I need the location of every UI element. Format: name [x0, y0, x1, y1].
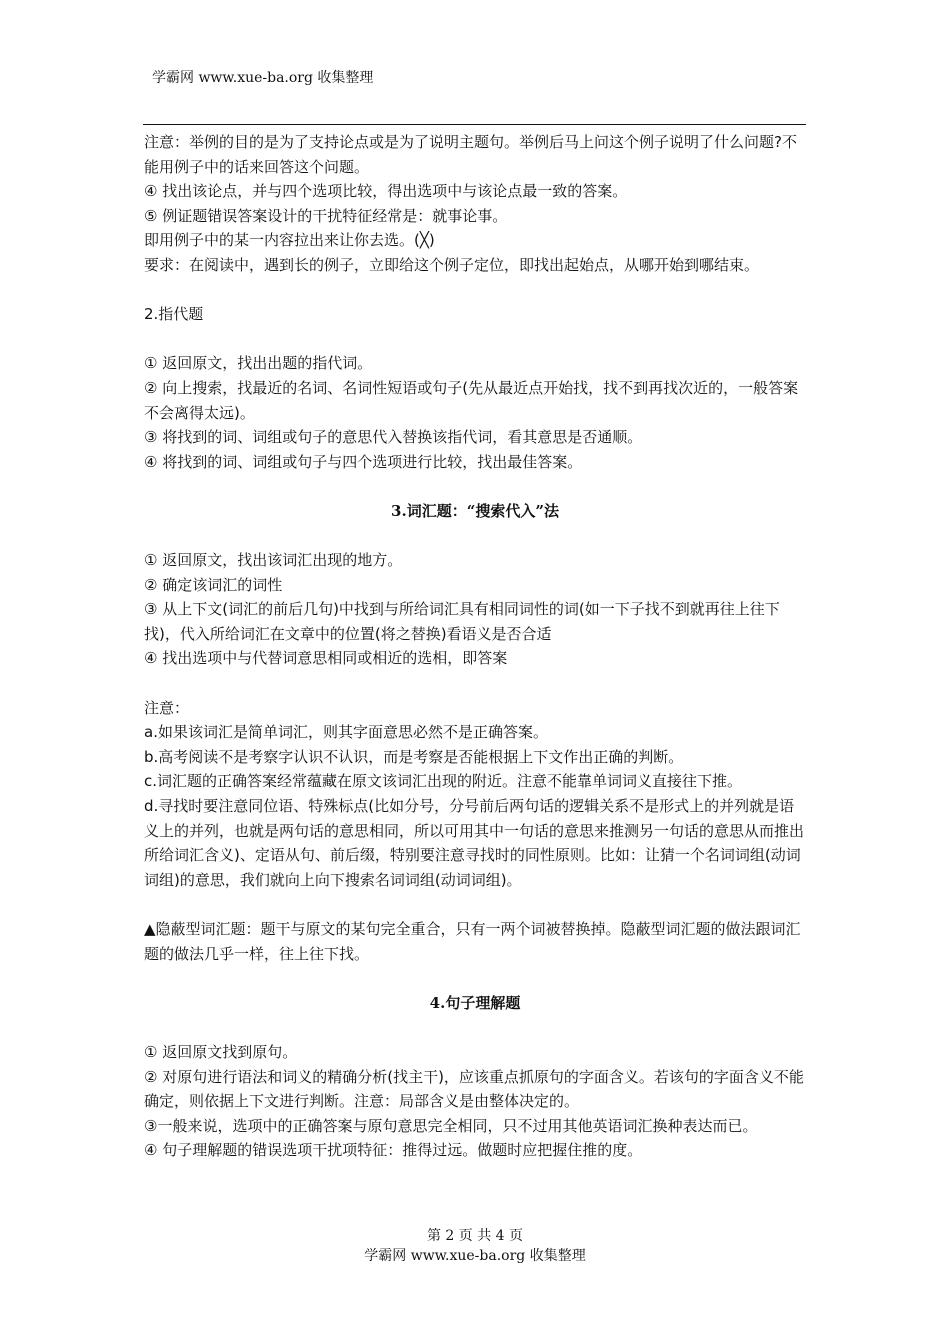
sentence-step-3: ③一般来说，选项中的正确答案与原句意思完全相同，只不过用其他英语词汇换种表达而已。	[144, 1116, 758, 1135]
header-divider	[143, 124, 806, 125]
section-heading-sentence: 4.句子理解题	[429, 993, 521, 1012]
header-source-label: 学霸网 www.xue-ba.org 收集整理	[152, 70, 374, 86]
note-b: b.高考阅读不是考察字认识不认识，而是考察是否能根据上下文作出正确的判断。	[144, 747, 684, 766]
pronoun-step-4: ④ 将找到的词、词组或句子与四个选项进行比较，找出最佳答案。	[144, 452, 583, 471]
section-heading-vocabulary: 3.词汇题：“搜索代入”法	[391, 501, 559, 520]
vocab-step-4: ④ 找出选项中与代替词意思相同或相近的选相，即答案	[144, 649, 508, 668]
vocab-step-2: ② 确定该词汇的词性	[144, 575, 283, 594]
hidden-vocab-note: ▲隐蔽型词汇题：题干与原文的某句完全重合，只有一两个词被替换掉。隐蔽型词汇题的做法跟词汇题的做法几乎一样，往上往下找。	[144, 920, 801, 963]
pronoun-step-2: ② 向上搜索，找最近的名词、名词性短语或句子(先从最近点开始找，找不到再找次近的，一般答案不会离得太远)。	[144, 378, 799, 422]
section-heading-pronoun: 2.指代题	[144, 305, 204, 324]
vocab-step-1: ① 返回原文，找出该词汇出现的地方。	[144, 551, 403, 570]
sentence-step-2: ② 对原句进行语法和词义的精确分析(找主干)，应该重点抓原句的字面含义。若该句的字面含义不能确定，则依据上下文进行判断。注意：局部含义是由整体决定的。	[144, 1067, 804, 1111]
paragraph-requirement: 要求：在阅读中，遇到长的例子，立即给这个例子定位，即找出起始点，从哪开始到哪结束。	[144, 255, 760, 274]
note-a: a.如果该词汇是简单词汇，则其字面意思必然不是正确答案。	[144, 723, 548, 742]
paragraph-step-4: ④ 找出该论点，并与四个选项比较，得出选项中与该论点最一致的答案。	[144, 182, 628, 201]
pronoun-step-1: ① 返回原文，找出出题的指代词。	[144, 354, 373, 373]
note-title: 注意：	[144, 698, 190, 717]
note-c: c.词汇题的正确答案经常蕴藏在原文该词汇出现的附近。注意不能靠单词词义直接往下推。	[144, 772, 743, 791]
footer-source-label: 学霸网 www.xue-ba.org 收集整理	[364, 1248, 586, 1264]
paragraph-note-example: 注意：举例的目的是为了支持论点或是为了说明主题句。举例后马上问这个例子说明了什么问题?不能用例子中的话来回答这个问题。	[144, 133, 797, 176]
sentence-step-1: ① 返回原文找到原句。	[144, 1042, 298, 1061]
paragraph-distractor-note: 即用例子中的某一内容拉出来让你去选。(╳)	[144, 231, 435, 250]
vocab-step-3: ③ 从上下文(词汇的前后几句)中找到与所给词汇具有相同词性的词(如一下子找不到就再往上往下找)，代入所给词汇在文章中的位置(将之替换)看语义是否合适	[144, 600, 780, 643]
paragraph-step-5: ⑤ 例证题错误答案设计的干扰特征经常是：就事论事。	[144, 206, 508, 225]
sentence-step-4: ④ 句子理解题的错误选项干扰项特征：推得过远。做题时应把握住推的度。	[144, 1141, 643, 1160]
document-body	[144, 130, 806, 1163]
note-d: d.寻找时要注意同位语、特殊标点(比如分号，分号前后两句话的逻辑关系不是形式上的并列就是语义上的并列，也就是两句话的意思相同，所以可用其中一句话的意思来推测另一句话的意思从而推出所给词汇含义)、定语从句、前后缀，特别要注意寻找时的同性原则。比如：让猜一个名词词组(动词词组)的意思，我们就向上向下搜索名词词组(动词词组)。	[144, 797, 805, 889]
pronoun-step-3: ③ 将找到的词、词组或句子的意思代入替换该指代词，看其意思是否通顺。	[144, 428, 643, 447]
page-number: 第 2 页 共 4 页	[426, 1228, 524, 1244]
